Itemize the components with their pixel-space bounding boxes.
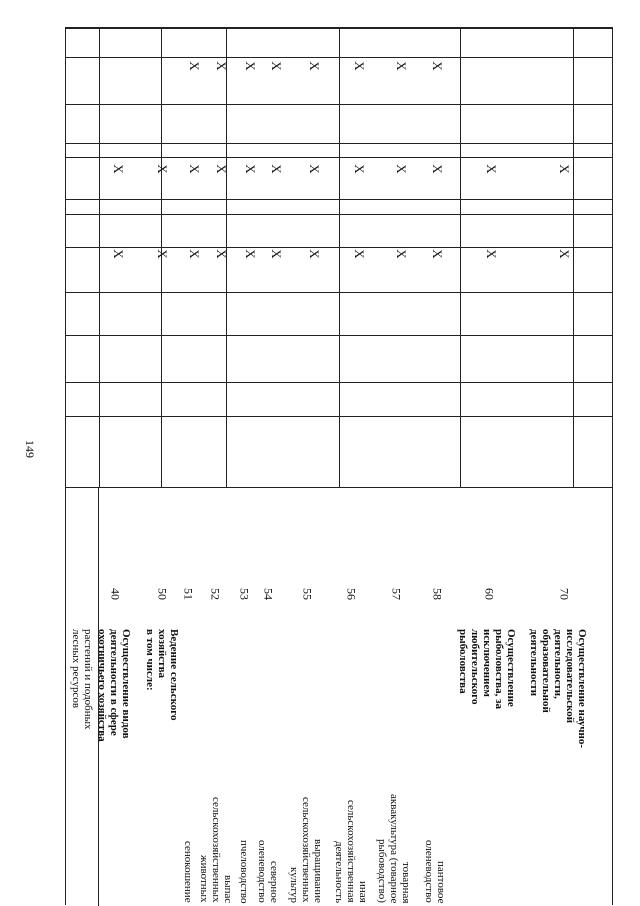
row-border: [66, 487, 612, 488]
row-label: Осуществление научно- исследовательской деятельности, образовательной деятельности: [528, 629, 588, 749]
row-label: пантовое оленеводство: [423, 840, 447, 903]
row-label: Осуществление видов деятельности в сфере охотничьего хозяйства: [96, 629, 132, 742]
row-label: выпас сельскохозяйственных животных: [198, 797, 234, 903]
row-label: товарная аквакультура (товарное рыбоводство): [376, 793, 412, 903]
data-table: растений и подобных лесных ресурсов Осуществление видов деятельности в сфере охотничьего хозяйства Ведение сельского хозяйства в том числе: сенокошение выпас сельскохозяйственных животных пчеловодство северное оленеводство выращивание сельскохозяйственных культур иная сельскохозяйственная деятельность товарная аквакультура (товарное рыбоводство) пантовое оленеводство Осуществление рыболовства, за исключением любительского рыболовства Осуществление научно- исследовательской деятельности, образовательной деятельности 40 50 51 52 53 54 55 56 57 58 60 70 X X X X X X X X X X X X X X X X X X X X X X X X X X X X X X X X: [65, 27, 613, 905]
row-label: Ведение сельского хозяйства в том числе:: [144, 629, 180, 721]
row-label: растений и подобных лесных ресурсов: [70, 629, 94, 730]
row-label: иная сельскохозяйственная деятельность: [333, 800, 369, 903]
row-label: северное оленеводство: [256, 840, 280, 903]
row-label: сенокошение: [182, 841, 194, 903]
column-border: [99, 28, 100, 487]
row-label: выращивание сельскохозяйственных культур: [288, 797, 324, 903]
column-border: [573, 28, 574, 487]
page-number: 149: [23, 440, 37, 458]
column-border: [460, 28, 461, 487]
column-border: [339, 28, 340, 487]
row-label: Осуществление рыболовства, за исключением любительского рыболовства: [457, 629, 517, 710]
row-label: пчеловодство: [238, 839, 250, 903]
